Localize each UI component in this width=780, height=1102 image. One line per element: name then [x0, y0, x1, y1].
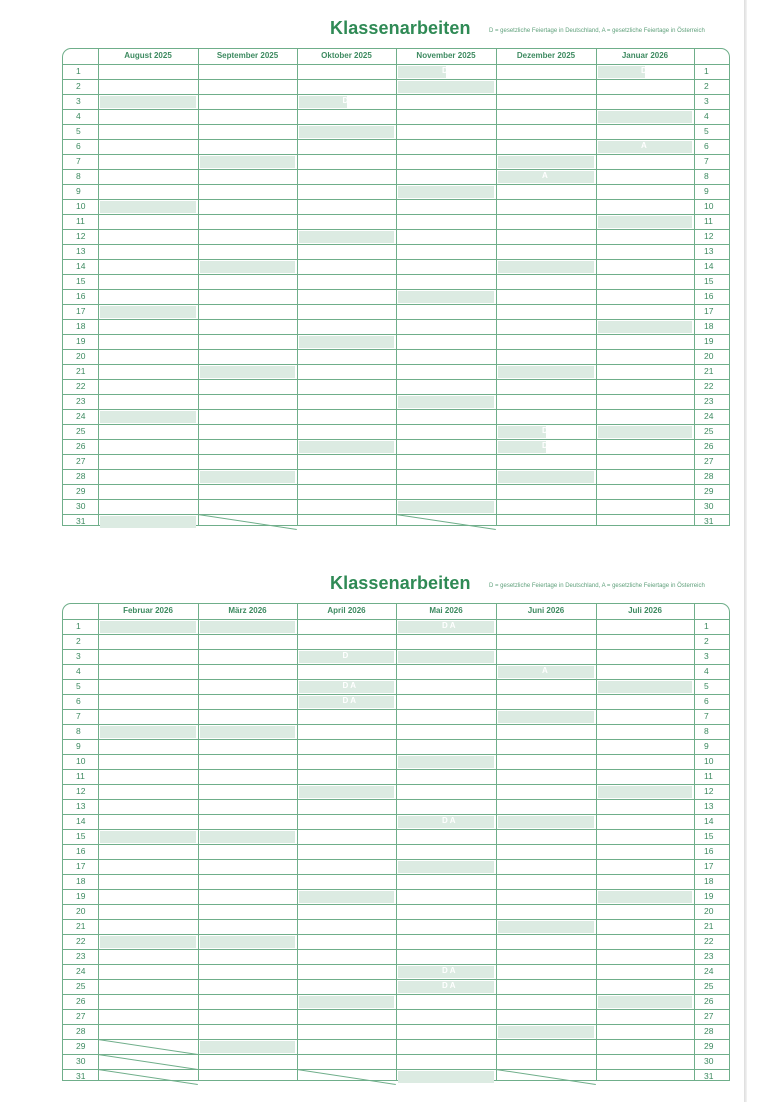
weekend-shade [200, 366, 295, 378]
month-header: August 2025 [124, 51, 172, 60]
weekend-shade [200, 261, 295, 273]
day-number-right: 21 [704, 921, 714, 931]
day-number-right: 27 [704, 456, 714, 466]
day-number-left: 19 [76, 336, 86, 346]
day-number-left: 14 [76, 261, 86, 271]
day-number-left: 5 [76, 126, 81, 136]
day-number-left: 23 [76, 396, 86, 406]
holiday-marker: D A [542, 426, 556, 435]
weekend-shade [598, 111, 692, 123]
holiday-marker: D A [442, 981, 456, 990]
weekend-shade [398, 291, 494, 303]
day-number-left: 10 [76, 756, 86, 766]
day-number-left: 17 [76, 306, 86, 316]
weekend-shade [200, 831, 295, 843]
holiday-marker: D A [442, 816, 456, 825]
weekend-shade [598, 996, 692, 1008]
weekend-shade [498, 366, 594, 378]
day-number-right: 18 [704, 321, 714, 331]
weekend-shade [100, 621, 196, 633]
day-number-right: 6 [704, 141, 709, 151]
month-header: Mai 2026 [429, 606, 463, 615]
day-number-right: 30 [704, 1056, 714, 1066]
column-divider [596, 48, 597, 526]
day-number-right: 8 [704, 171, 709, 181]
weekend-shade [498, 711, 594, 723]
month-header: März 2026 [228, 606, 267, 615]
column-divider [98, 603, 99, 1081]
day-number-right: 29 [704, 1041, 714, 1051]
page-title: Klassenarbeiten [330, 18, 471, 38]
day-number-left: 9 [76, 741, 81, 751]
weekend-shade [498, 471, 594, 483]
day-number-left: 6 [76, 696, 81, 706]
weekend-shade [200, 1041, 295, 1053]
day-number-left: 18 [76, 876, 86, 886]
day-number-right: 14 [704, 816, 714, 826]
day-number-right: 3 [704, 96, 709, 106]
weekend-shade [498, 261, 594, 273]
day-number-left: 1 [76, 621, 81, 631]
day-number-left: 23 [76, 951, 86, 961]
day-number-left: 4 [76, 666, 81, 676]
day-number-left: 12 [76, 786, 86, 796]
day-number-right: 1 [704, 66, 709, 76]
column-divider [496, 603, 497, 1081]
month-header: Februar 2026 [123, 606, 173, 615]
day-number-left: 16 [76, 846, 86, 856]
weekend-shade [398, 396, 494, 408]
day-number-left: 28 [76, 1026, 86, 1036]
day-number-left: 1 [76, 66, 81, 76]
weekend-shade [299, 786, 394, 798]
day-number-right: 28 [704, 471, 714, 481]
day-number-right: 16 [704, 291, 714, 301]
day-number-right: 10 [704, 756, 714, 766]
holiday-legend: D = gesetzliche Feiertage in Deutschland, A = gesetzliche Feiertage in Österreich [489, 28, 705, 34]
day-number-left: 13 [76, 801, 86, 811]
day-number-left: 25 [76, 981, 86, 991]
day-number-right: 11 [704, 216, 713, 226]
weekend-shade [100, 96, 196, 108]
day-number-left: 15 [76, 276, 86, 286]
month-header: Juli 2026 [628, 606, 662, 615]
month-header: November 2025 [416, 51, 476, 60]
weekend-shade [398, 1071, 494, 1083]
day-number-right: 17 [704, 306, 714, 316]
day-number-right: 26 [704, 441, 714, 451]
column-divider [596, 603, 597, 1081]
day-number-right: 4 [704, 111, 709, 121]
weekend-shade [299, 441, 394, 453]
holiday-marker: A [542, 666, 548, 675]
day-number-right: 22 [704, 381, 714, 391]
column-divider [396, 603, 397, 1081]
month-header: Januar 2026 [621, 51, 669, 60]
day-number-right: 8 [704, 726, 709, 736]
weekend-shade [398, 81, 494, 93]
day-number-left: 30 [76, 1056, 86, 1066]
holiday-marker: A [542, 171, 548, 180]
day-number-left: 22 [76, 936, 86, 946]
day-number-right: 5 [704, 126, 709, 136]
day-number-right: 27 [704, 1011, 714, 1021]
weekend-shade [398, 651, 494, 663]
day-number-left: 21 [76, 921, 86, 931]
day-number-right: 25 [704, 426, 714, 436]
day-number-left: 29 [76, 486, 86, 496]
day-number-left: 2 [76, 81, 81, 91]
day-number-right: 25 [704, 981, 714, 991]
weekend-shade [200, 621, 295, 633]
weekend-shade [299, 126, 394, 138]
page-title: Klassenarbeiten [330, 573, 471, 593]
weekend-shade [598, 681, 692, 693]
day-number-left: 10 [76, 201, 86, 211]
day-number-left: 4 [76, 111, 81, 121]
weekend-shade [598, 321, 692, 333]
column-divider [396, 48, 397, 526]
day-number-right: 29 [704, 486, 714, 496]
weekend-shade [100, 831, 196, 843]
month-header: Oktober 2025 [321, 51, 372, 60]
day-number-right: 1 [704, 621, 709, 631]
day-number-left: 5 [76, 681, 81, 691]
day-number-right: 2 [704, 636, 709, 646]
weekend-shade [299, 231, 394, 243]
weekend-shade [498, 1026, 594, 1038]
holiday-marker: D [342, 651, 349, 660]
day-number-right: 13 [704, 246, 714, 256]
day-number-left: 22 [76, 381, 86, 391]
day-number-left: 3 [76, 96, 81, 106]
day-number-left: 24 [76, 411, 86, 421]
day-number-right: 12 [704, 786, 714, 796]
holiday-marker: A [144, 276, 150, 285]
day-number-right: 16 [704, 846, 714, 856]
weekend-shade [598, 66, 645, 78]
day-number-left: 31 [76, 516, 86, 526]
weekend-shade [100, 306, 196, 318]
weekend-shade [200, 156, 295, 168]
day-number-right: 31 [704, 1071, 714, 1081]
day-number-left: 30 [76, 501, 86, 511]
column-divider [496, 48, 497, 526]
weekend-shade [299, 336, 394, 348]
day-number-left: 18 [76, 321, 86, 331]
day-number-right: 4 [704, 666, 709, 676]
weekend-shade [100, 936, 196, 948]
day-number-left: 7 [76, 156, 81, 166]
day-number-left: 29 [76, 1041, 86, 1051]
day-number-left: 27 [76, 456, 86, 466]
day-number-left: 11 [76, 771, 85, 781]
month-header: September 2025 [216, 51, 279, 60]
day-number-left: 13 [76, 246, 86, 256]
day-number-right: 17 [704, 861, 714, 871]
page-edge-shadow [744, 0, 747, 1102]
day-number-right: 2 [704, 81, 709, 91]
holiday-marker: D [342, 96, 349, 105]
weekend-shade [498, 921, 594, 933]
weekend-shade [598, 426, 692, 438]
day-number-left: 16 [76, 291, 86, 301]
day-number-right: 24 [704, 966, 714, 976]
day-number-left: 24 [76, 966, 86, 976]
day-number-left: 8 [76, 171, 81, 181]
column-divider [198, 603, 199, 1081]
day-number-left: 8 [76, 726, 81, 736]
day-number-left: 6 [76, 141, 81, 151]
day-number-left: 20 [76, 351, 86, 361]
holiday-marker: D A [442, 966, 456, 975]
day-number-right: 6 [704, 696, 709, 706]
month-header: April 2026 [327, 606, 366, 615]
weekend-shade [398, 501, 494, 513]
day-number-right: 9 [704, 741, 709, 751]
weekend-shade [398, 861, 494, 873]
weekend-shade [498, 156, 594, 168]
weekend-shade [100, 516, 196, 528]
day-number-left: 3 [76, 651, 81, 661]
day-number-right: 26 [704, 996, 714, 1006]
day-number-right: 24 [704, 411, 714, 421]
column-divider [297, 48, 298, 526]
calendar-grid [62, 48, 730, 528]
weekend-shade [398, 186, 494, 198]
day-number-left: 7 [76, 711, 81, 721]
day-number-right: 23 [704, 396, 714, 406]
weekend-shade [200, 936, 295, 948]
weekend-shade [100, 726, 196, 738]
day-number-right: 7 [704, 711, 709, 721]
holiday-legend: D = gesetzliche Feiertage in Deutschland, A = gesetzliche Feiertage in Österreich [489, 583, 705, 589]
holiday-marker: D A [342, 696, 356, 705]
weekend-shade [598, 786, 692, 798]
day-number-right: 31 [704, 516, 714, 526]
day-number-left: 28 [76, 471, 86, 481]
day-number-right: 9 [704, 186, 709, 196]
weekend-shade [498, 816, 594, 828]
day-number-left: 14 [76, 816, 86, 826]
weekend-shade [498, 426, 546, 438]
weekend-shade [299, 996, 394, 1008]
day-number-right: 15 [704, 831, 714, 841]
day-number-right: 22 [704, 936, 714, 946]
weekend-shade [598, 891, 692, 903]
section-header [62, 0, 732, 48]
day-number-right: 21 [704, 366, 714, 376]
day-number-left: 26 [76, 441, 86, 451]
day-number-right: 3 [704, 651, 709, 661]
day-number-left: 15 [76, 831, 86, 841]
day-number-right: 20 [704, 351, 714, 361]
day-number-left: 2 [76, 636, 81, 646]
day-number-left: 17 [76, 861, 86, 871]
day-number-left: 11 [76, 216, 85, 226]
weekend-shade [299, 891, 394, 903]
holiday-marker: D A [641, 66, 655, 75]
calendar-section-aug-jan [62, 0, 732, 528]
section-header [62, 555, 732, 603]
holiday-marker: D A [442, 621, 456, 630]
day-number-right: 15 [704, 276, 714, 286]
day-number-right: 19 [704, 891, 714, 901]
day-number-right: 14 [704, 261, 714, 271]
day-number-left: 27 [76, 1011, 86, 1021]
day-number-left: 20 [76, 906, 86, 916]
day-number-right: 20 [704, 906, 714, 916]
weekend-shade [200, 471, 295, 483]
day-number-right: 11 [704, 771, 713, 781]
month-header: Dezember 2025 [516, 51, 576, 60]
day-number-right: 12 [704, 231, 714, 241]
day-number-left: 31 [76, 1071, 86, 1081]
weekend-shade [200, 726, 295, 738]
column-divider [694, 48, 695, 526]
day-number-left: 25 [76, 426, 86, 436]
weekend-shade [299, 96, 347, 108]
day-number-right: 13 [704, 801, 714, 811]
weekend-shade [398, 756, 494, 768]
weekend-shade [598, 216, 692, 228]
column-divider [694, 603, 695, 1081]
day-number-right: 23 [704, 951, 714, 961]
calendar-grid [62, 603, 730, 1083]
holiday-marker: D A [442, 66, 456, 75]
holiday-marker: D A [342, 681, 356, 690]
day-number-left: 9 [76, 186, 81, 196]
day-number-left: 26 [76, 996, 86, 1006]
day-number-right: 30 [704, 501, 714, 511]
weekend-shade [100, 411, 196, 423]
holiday-marker: A [641, 141, 647, 150]
weekend-shade [100, 201, 196, 213]
day-number-left: 19 [76, 891, 86, 901]
day-number-right: 18 [704, 876, 714, 886]
day-number-right: 19 [704, 336, 714, 346]
day-number-right: 7 [704, 156, 709, 166]
calendar-section-feb-jul [62, 555, 732, 1083]
column-divider [98, 48, 99, 526]
day-number-right: 10 [704, 201, 714, 211]
weekend-shade [498, 441, 546, 453]
day-number-left: 12 [76, 231, 86, 241]
column-divider [198, 48, 199, 526]
holiday-marker: D A [542, 441, 556, 450]
month-header: Juni 2026 [527, 606, 565, 615]
column-divider [297, 603, 298, 1081]
day-number-right: 28 [704, 1026, 714, 1036]
day-number-right: 5 [704, 681, 709, 691]
day-number-left: 21 [76, 366, 86, 376]
weekend-shade [398, 66, 446, 78]
